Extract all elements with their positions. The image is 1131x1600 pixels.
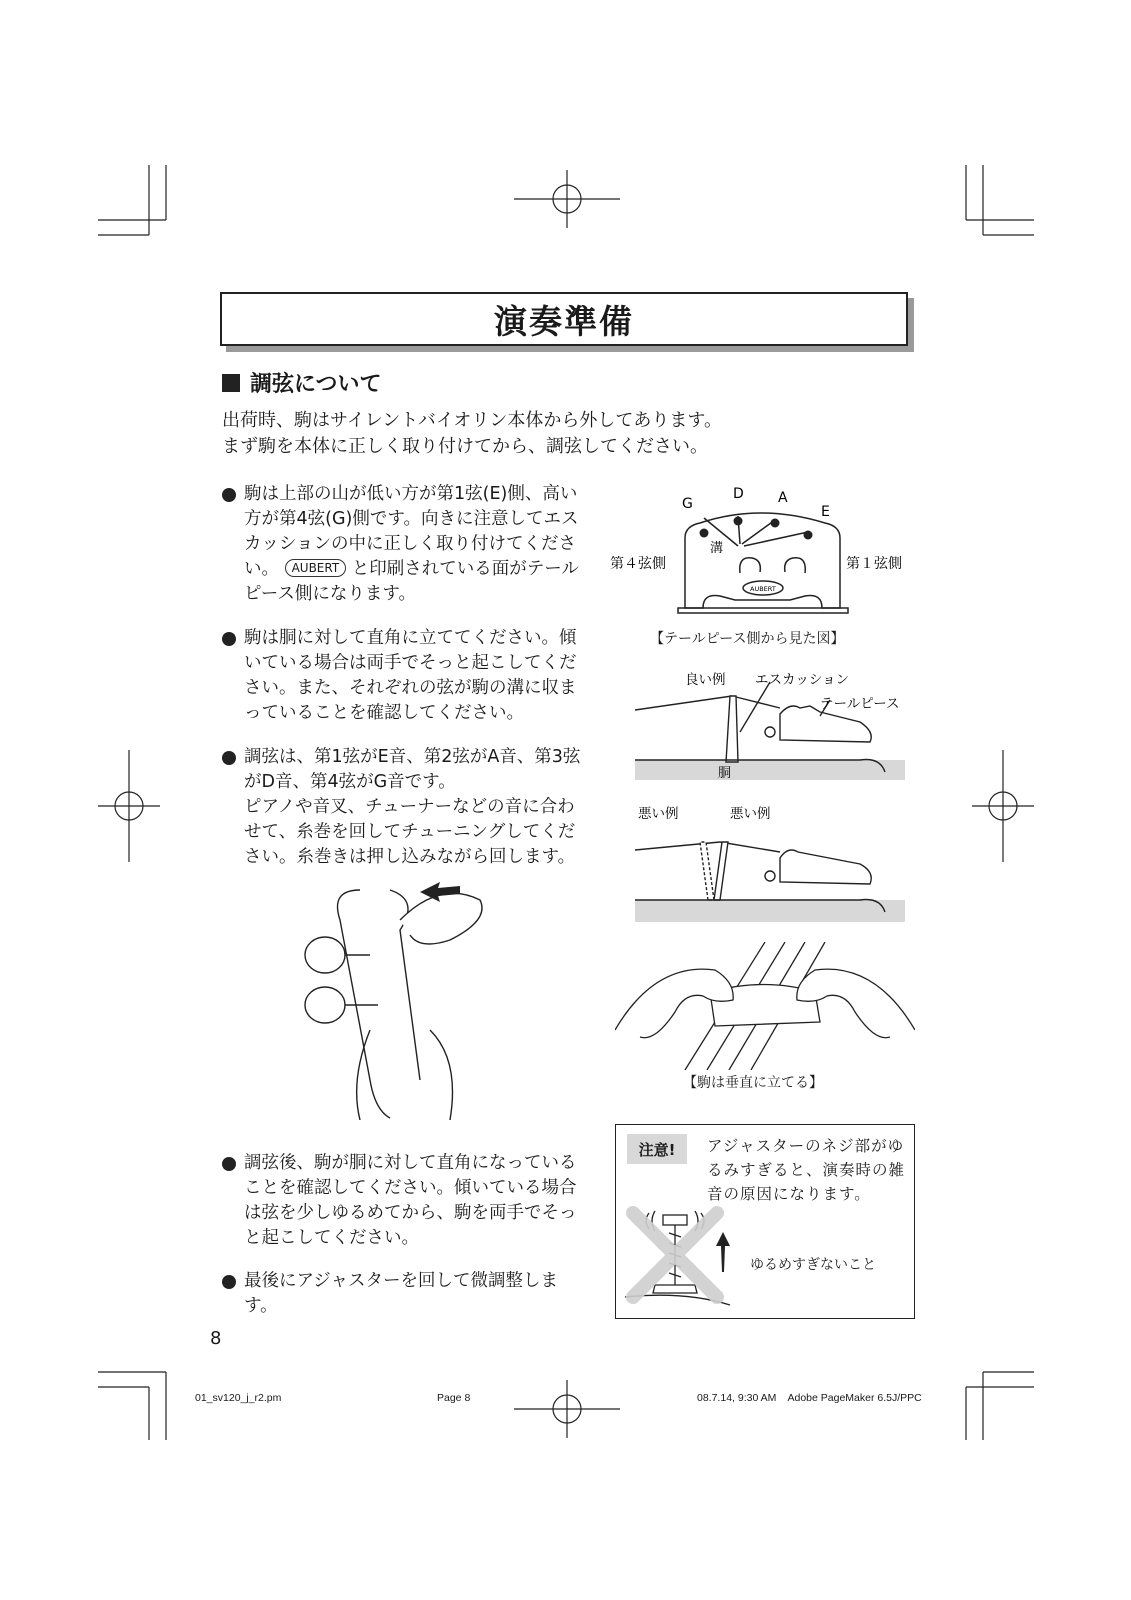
tailpiece-shape bbox=[780, 850, 871, 884]
string-line-after bbox=[720, 842, 780, 852]
bridge-front-diagram bbox=[610, 478, 920, 648]
page-title-box bbox=[220, 292, 908, 346]
bullet-bridge-perpendicular bbox=[222, 626, 582, 726]
bullet-3-line-2: ピアノや音叉、チューナーなどの音に合わせて、糸巻を回してチューニングしてください。糸巻きは押し込みながら回します。 bbox=[244, 797, 576, 867]
intro-line-2: まず駒を本体に正しく取り付けてから、調弦してください。 bbox=[222, 436, 708, 457]
bullet-dot-icon bbox=[222, 751, 236, 765]
escutcheon-label: エスカッション bbox=[755, 672, 850, 688]
holding-hand bbox=[357, 1030, 453, 1120]
tailpiece-label: テールピース bbox=[820, 696, 900, 712]
hands-caption: 【駒は垂直に立てる】 bbox=[683, 1075, 823, 1091]
bullet-1-text-a: 駒は上部の山が低い方が第1弦(E)側、高い方が第4弦(G)側です。向きに注意してエスカッションの中に正しく取り付けてください。 bbox=[244, 484, 579, 579]
side-4-label: 第４弦側 bbox=[610, 556, 666, 572]
string-label-d: D bbox=[733, 486, 744, 502]
groove-dot-e bbox=[804, 531, 813, 540]
escutcheon-pointer bbox=[740, 682, 770, 732]
bridge-tilted-right bbox=[714, 842, 728, 900]
bad-example-diagram bbox=[630, 800, 920, 925]
bullet-after-tuning bbox=[222, 1151, 582, 1251]
page-title: 演奏準備 bbox=[494, 301, 634, 341]
groove-dot-d bbox=[734, 517, 743, 526]
groove-pointer-e bbox=[744, 532, 808, 546]
string-label-e: E bbox=[821, 504, 830, 520]
groove-dot-g bbox=[700, 529, 709, 538]
intro-line-1: 出荷時、駒はサイレントバイオリン本体から外してあります。 bbox=[222, 410, 722, 431]
bridge-logo-text: AUBERT bbox=[750, 585, 776, 593]
hands-bridge-illustration bbox=[615, 942, 915, 1070]
bridge-tilted-left bbox=[700, 842, 714, 900]
adjuster-base bbox=[653, 1285, 697, 1293]
bridge-feet bbox=[678, 608, 848, 613]
caution-label: 注意! bbox=[627, 1134, 687, 1164]
footer-page: Page 8 bbox=[437, 1392, 471, 1404]
caution-text: アジャスターのネジ部がゆるみすぎると、演奏時の雑音の原因になります。 bbox=[707, 1137, 906, 1203]
bullet-5-text: 最後にアジャスターを回して微調整します。 bbox=[244, 1271, 558, 1316]
section-heading bbox=[222, 367, 382, 398]
bridge-upright bbox=[726, 696, 738, 762]
fine-tuner-icon bbox=[765, 727, 775, 737]
peg-head-upper bbox=[305, 937, 345, 973]
intro-text bbox=[222, 408, 722, 460]
adjuster-head bbox=[663, 1215, 687, 1225]
bullet-1-text-b: と印刷されている面がテールピース側になります。 bbox=[244, 559, 579, 604]
bullet-adjuster bbox=[222, 1269, 582, 1319]
bad-example-label-2: 悪い例 bbox=[730, 806, 771, 822]
aubert-badge: AUBERT bbox=[285, 559, 347, 577]
groove-label: 溝 bbox=[710, 541, 724, 556]
turning-hand bbox=[400, 893, 482, 944]
bullet-dot-icon bbox=[222, 632, 236, 646]
footer-file: 01_sv120_j_r2.pm bbox=[195, 1392, 282, 1404]
tuning-peg-illustration bbox=[300, 880, 500, 1120]
bridge-heart-cutout bbox=[740, 558, 806, 573]
footer-stamp: 08.7.14, 9:30 AM Adobe PageMaker 6.5J/PPC bbox=[697, 1392, 922, 1404]
body-surface bbox=[635, 900, 905, 922]
side-1-label: 第１弦側 bbox=[846, 556, 902, 572]
string-label-g: G bbox=[682, 496, 693, 512]
section-heading-text: 調弦について bbox=[250, 372, 382, 397]
bullet-2-text: 駒は胴に対して直角に立ててください。傾いている場合は両手でそっと起こしてください。また、それぞれの弦が駒の溝に収まっていることを確認してください。 bbox=[244, 628, 577, 723]
string-line bbox=[635, 696, 732, 710]
body-surface bbox=[635, 760, 905, 780]
good-example-diagram bbox=[630, 672, 920, 782]
fine-tuner-icon bbox=[765, 871, 775, 881]
bridge-caption: 【テールピース側から見た図】 bbox=[650, 631, 845, 647]
bullet-tuning bbox=[222, 745, 582, 870]
square-bullet-icon bbox=[222, 374, 240, 392]
groove-dot-a bbox=[771, 519, 780, 528]
good-example-label: 良い例 bbox=[685, 672, 726, 688]
bullet-bridge-orientation bbox=[222, 482, 582, 607]
bad-example-label-1: 悪い例 bbox=[638, 806, 679, 822]
body-label: 胴 bbox=[718, 766, 732, 781]
bullet-4-text: 調弦後、駒が胴に対して直角になっていることを確認してください。傾いている場合は弦を少しゆるめてから、駒を両手でそっと起こしてください。 bbox=[244, 1153, 577, 1248]
up-arrow-icon bbox=[715, 1232, 731, 1272]
bullet-dot-icon bbox=[222, 488, 236, 502]
bullet-dot-icon bbox=[222, 1157, 236, 1171]
string-label-a: A bbox=[778, 490, 788, 506]
caution-note: ゆるめすぎないこと bbox=[750, 1257, 876, 1273]
page-number: 8 bbox=[210, 1328, 222, 1349]
bullet-3-line-1: 調弦は、第1弦がE音、第2弦がA音、第3弦がD音、第4弦がG音です。 bbox=[244, 747, 581, 792]
bullet-dot-icon bbox=[222, 1275, 236, 1289]
peg-head-lower bbox=[305, 987, 345, 1023]
bridge-outline bbox=[685, 513, 840, 608]
